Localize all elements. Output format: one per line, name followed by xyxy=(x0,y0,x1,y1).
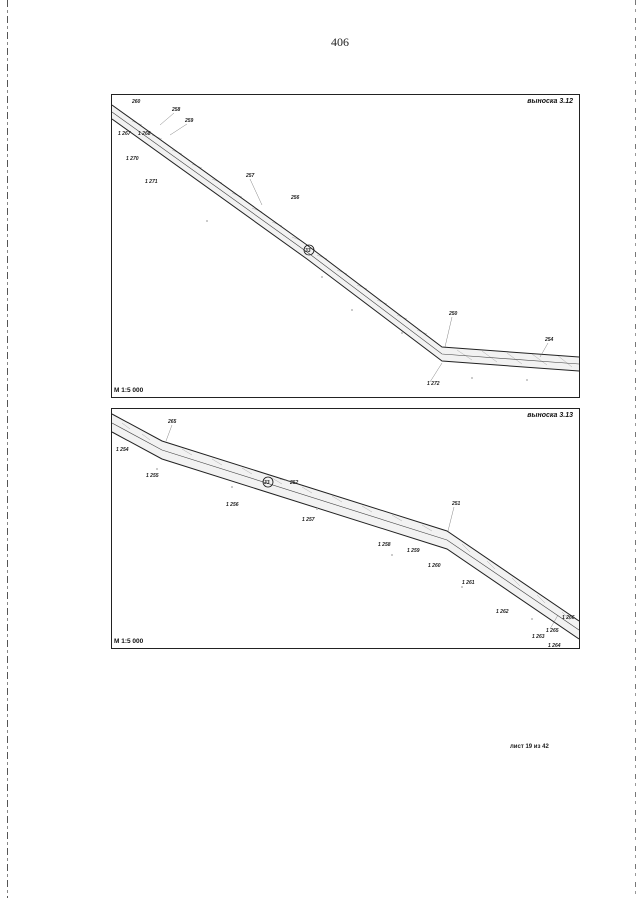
map-label: 257 xyxy=(246,173,255,179)
map-drawing-3-13 xyxy=(112,409,579,648)
map-label: 1 267 xyxy=(118,131,131,137)
map-label: 1 254 xyxy=(116,447,129,453)
map-label: 1 258 xyxy=(378,542,391,548)
map-label: 1 260 xyxy=(428,563,441,569)
corridor-hatching xyxy=(132,121,572,367)
map-label: 1 271 xyxy=(145,179,158,185)
map-panel-callout-3-13 xyxy=(111,408,580,649)
map-label: 254 xyxy=(545,337,554,343)
page-number: 406 xyxy=(331,35,349,49)
map-label: 1 262 xyxy=(496,609,509,615)
map-label: 258 xyxy=(172,107,181,113)
callout-title: выноска 3.12 xyxy=(527,98,573,105)
map-label: 1 257 xyxy=(302,517,315,523)
corridor-edge-upper xyxy=(112,105,579,357)
survey-marks xyxy=(156,468,533,620)
map-drawing-3-12 xyxy=(112,95,579,397)
callout-title: выноска 3.13 xyxy=(527,412,573,419)
map-label: 1 263 xyxy=(532,634,545,640)
map-label: 1 255 xyxy=(146,473,159,479)
map-label: 256 xyxy=(291,195,300,201)
map-label: 1 259 xyxy=(407,548,420,554)
map-label: 250 xyxy=(449,311,458,317)
map-label: 1 270 xyxy=(126,156,139,162)
map-label: 1 264 xyxy=(548,643,561,648)
map-label: 1 256 xyxy=(226,502,239,508)
map-label: 252 xyxy=(290,480,299,486)
map-label: 259 xyxy=(185,118,194,124)
leader-lines xyxy=(166,425,558,629)
map-label: 1 265 xyxy=(546,628,559,634)
scale-label: М 1:5 000 xyxy=(114,638,144,645)
route-corridor xyxy=(112,105,579,371)
map-label: 1 272 xyxy=(427,381,440,387)
route-centerline xyxy=(112,112,579,364)
map-label: 251 xyxy=(452,501,461,507)
map-label: 1 268 xyxy=(138,131,151,137)
scan-edge-right xyxy=(635,0,636,898)
map-panel-callout-3-12 xyxy=(111,94,580,398)
leader-lines xyxy=(160,113,548,382)
sheet-footer: лист 19 из 42 xyxy=(510,744,549,750)
scan-edge-left xyxy=(7,0,8,898)
map-label: 1 261 xyxy=(462,580,475,586)
node-marker-label: 33 xyxy=(264,480,270,486)
map-label: 265 xyxy=(168,419,177,425)
scale-label: М 1:5 000 xyxy=(114,387,144,394)
node-marker-label: 33 xyxy=(305,248,311,254)
map-label: 1 266 xyxy=(562,615,575,621)
map-label: 260 xyxy=(132,99,141,105)
